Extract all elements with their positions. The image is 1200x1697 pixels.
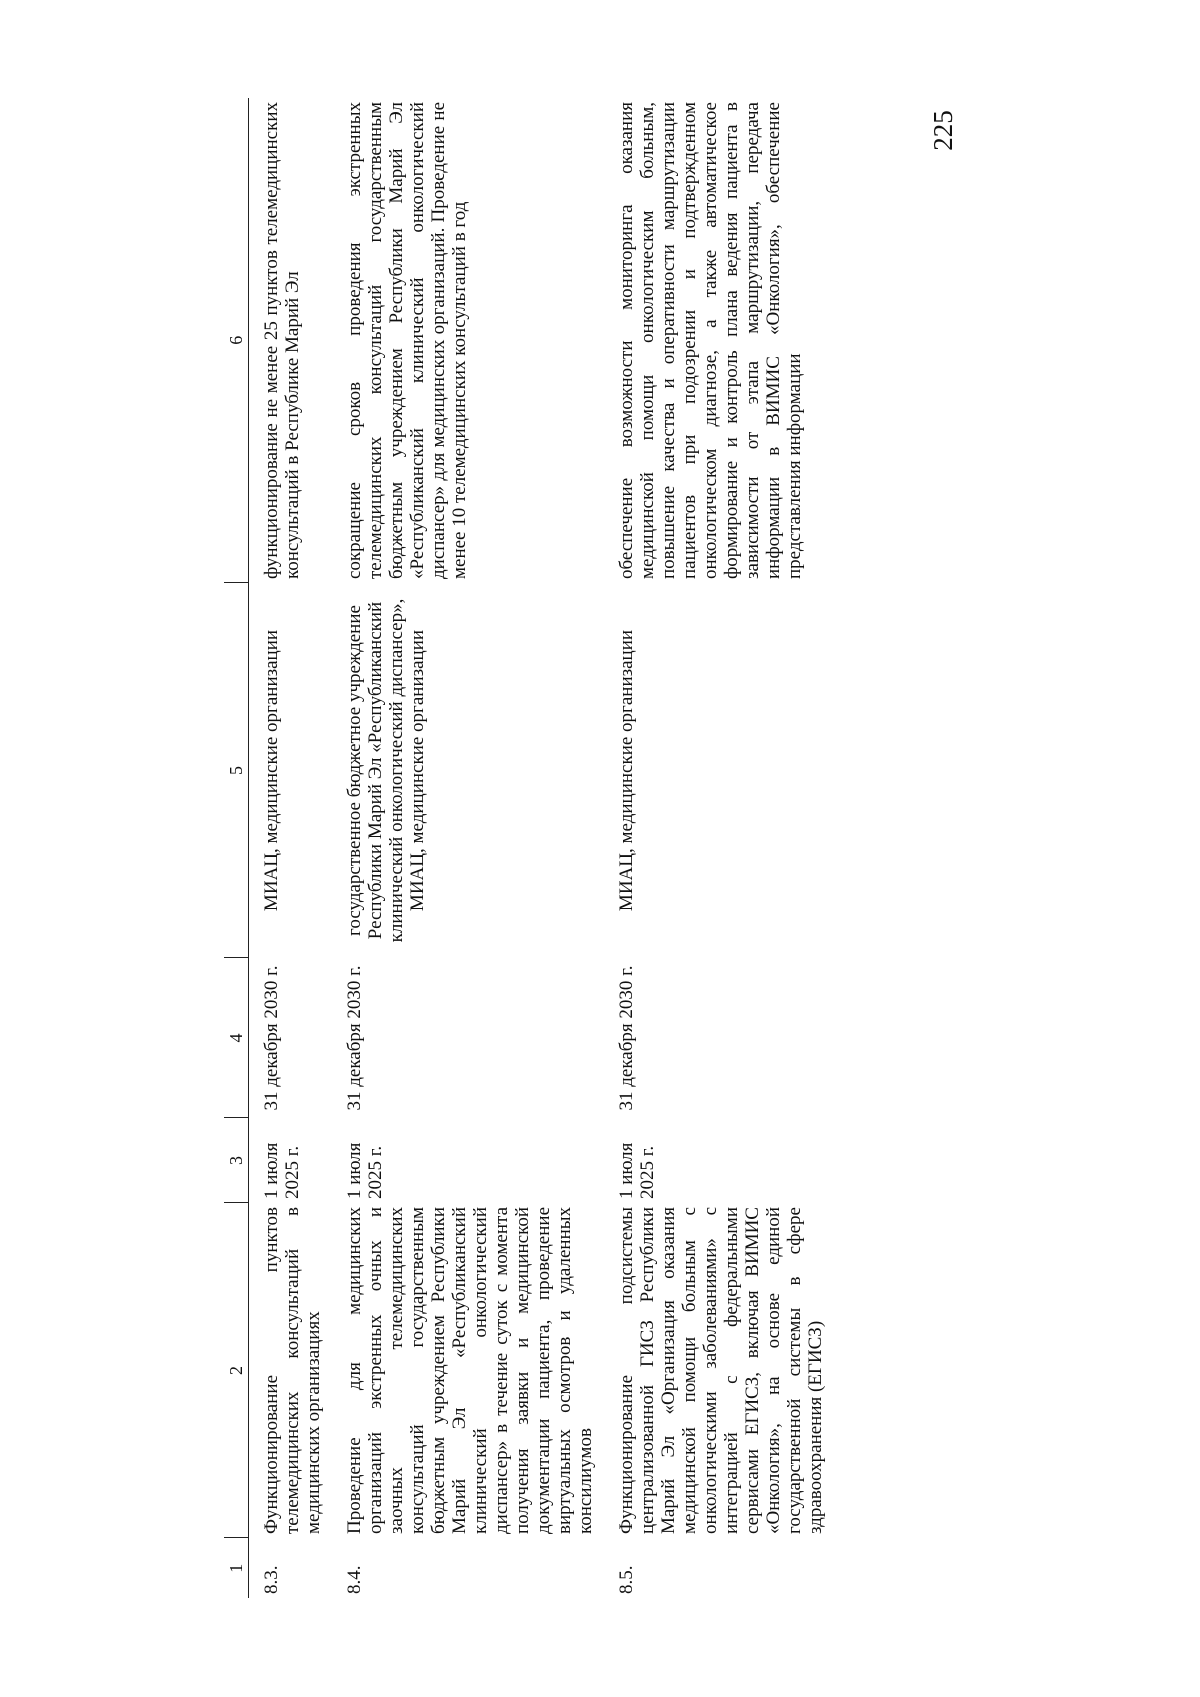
end-date: 31 декабря 2030 г. <box>616 965 637 1111</box>
page-number-text: 225 <box>927 109 958 151</box>
end-date: 31 декабря 2030 г. <box>344 965 365 1111</box>
measure-name: Проведение для медицинских организаций экстренных очных и заочных телемедицинских консультаций государственным бюджетным учреждением Республики Марий Эл «Республиканский клинический онкологический диспансер» в течение суток с момента получения заявки и медицинской документации пациента, проведение виртуальных осмотров и удаленных консилиумов <box>344 1207 596 1534</box>
responsible: МИАЦ, медицинские организации <box>616 629 637 912</box>
table-row <box>249 98 333 1598</box>
table-row <box>332 98 604 1598</box>
row-number: 8.4. <box>344 1565 365 1594</box>
measure-name: Функционирование подсистемы централизованной ГИСЗ Республики Марий Эл «Организация оказания медицинской помощи больным с онкологическими заболеваниями» с интеграцией с федеральными сервисами ЕГИСЗ, включая ВИМИС «Онкология», на основе единой государственной системы в сфере здравоохранения (ЕГИСЗ) <box>616 1207 826 1534</box>
end-date: 31 декабря 2030 г. <box>261 965 282 1111</box>
start-date: 1 июля 2025 г. <box>261 1142 303 1199</box>
rotated-table-container <box>224 98 1084 1598</box>
row-number: 8.3. <box>261 1565 282 1594</box>
start-date: 1 июля 2025 г. <box>616 1142 658 1199</box>
expected-result: функционирование не менее 25 пунктов телемедицинских консультаций в Республике Марий Эл <box>261 102 303 579</box>
column-header-2: 2 <box>224 1203 249 1538</box>
header-row <box>224 98 249 1598</box>
column-header-4: 4 <box>224 958 249 1118</box>
responsible: МИАЦ, медицинские организации <box>261 629 282 912</box>
start-date: 1 июля 2025 г. <box>344 1142 386 1199</box>
column-header-3: 3 <box>224 1118 249 1203</box>
expected-result: сокращение сроков проведения экстренных телемедицинских консультаций государственным бюджетным учреждением Республики Марий Эл «Республиканский клинический онкологический диспансер» для медицинских организаций. Проведение не менее 10 телемедицинских консультаций в год <box>344 102 470 579</box>
column-header-5: 5 <box>224 583 249 958</box>
column-header-1: 1 <box>224 1538 249 1598</box>
column-header-6: 6 <box>224 98 249 583</box>
measures-table <box>224 98 834 1598</box>
expected-result: обеспечение возможности мониторинга оказания медицинской помощи онкологическим больным, повышение качества и оперативности маршрутизации пациентов при подозрении и подтвержденном онкологическом диагнозе, а также автоматическое формирование и контроль плана ведения пациента в зависимости от этапа маршрутизации, передача информации в ВИМИС «Онкология», обеспечение представления информации <box>616 102 805 579</box>
responsible: государственное бюджетное учреждение Республики Марий Эл «Республиканский клинический онкологический диспансер», МИАЦ, медицинские организации <box>344 598 428 943</box>
measure-name: Функционирование пунктов телемедицинских консультаций в медицинских организациях <box>261 1207 324 1534</box>
table-row <box>604 98 834 1598</box>
row-number: 8.5. <box>616 1565 637 1594</box>
